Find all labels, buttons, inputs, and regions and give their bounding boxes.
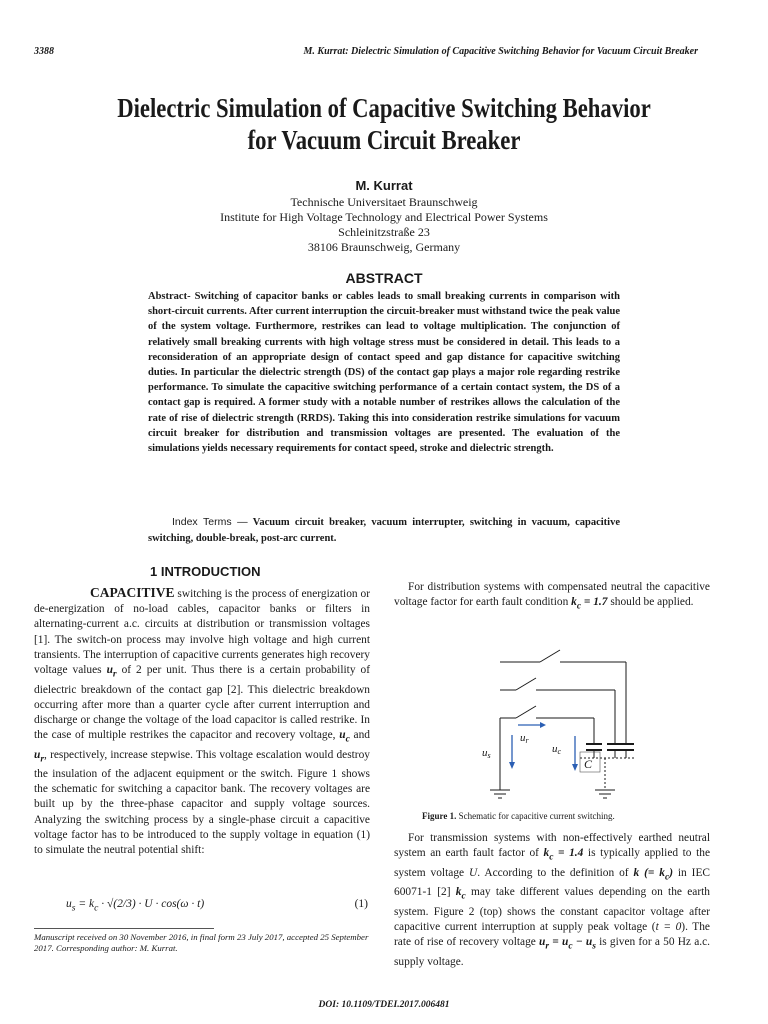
symbol-ur: $u_r$ <box>34 748 45 764</box>
running-title: M. Kurrat: Dielectric Simulation of Capacitive Switching Behavior for Vacuum Circuit Breaker <box>303 46 698 57</box>
abstract-text: Abstract- Switching of capacitor banks or cables leads to small breaking currents in comparison with short-circuit currents. After current interruption the circuit-breaker must withstand twice the peak value of the system voltage. Furthermore, restrikes can lead to voltage multiplication. The conjunction of relatively small breaking currents with high voltage stress must be considered in detail. This leads to a reconsideration of an appropriate design of contact speed and gap distance for capacitive switching duties. In particular the dielectric strength (DS) of the contact gap plays a major role regarding restrike performance. To simulate the capacitive switching performance of a certain contact system, the DS of a contact gap is required. A former study with a notable number of restrikes allows the calculation of the rate of rise of dielectric strength (RRDS). Taking this into consideration restrike simulations for vacuum circuit breaker for distribution and transmission voltages are presented. The evaluation of the simulations yields necessary requirements for contact speed, stroke and dielectric strength. <box>148 291 620 455</box>
index-terms <box>148 514 620 547</box>
affiliation-line: Institute for High Voltage Technology and Electrical Power Systems <box>220 210 548 224</box>
label-us: us <box>482 747 491 760</box>
symbol-uc: $u_c$ <box>339 729 350 745</box>
abstract-heading: ABSTRACT <box>345 270 423 286</box>
section-heading: 1 INTRODUCTION <box>150 564 261 579</box>
right-column-para-2: For transmission systems with non-effectively earthed neutral system an earth fault factor of $k_c = 1.4$ is typically applied to the system voltage U. According to the definition of k (= $k_c$) in IEC 60071-1 [2] $k_c$ may take different values depending on the earth system. Figure 2 (top) shows the constant capacitor voltage after capacitive current interruption at supply peak voltage (t = 0). The rate of rise of recovery voltage $u_r = u_c - u_s$ is given for a 50 Hz a.c. supply voltage. <box>394 832 710 968</box>
dropcap-word: CAPACITIVE <box>90 585 175 600</box>
affiliation-line: 38106 Braunschweig, Germany <box>307 240 461 254</box>
doi: DOI: 10.1109/TDEI.2017.006481 <box>318 1000 450 1010</box>
label-uc: uc <box>552 743 562 756</box>
figure-1-caption: Figure 1. Schematic for capacitive current switching. <box>422 811 615 821</box>
left-column-text <box>34 585 370 858</box>
right-column-para-1: For distribution systems with compensated neutral the capacitive voltage factor for earth fault condition $k_c = 1.7$ should be applied. <box>394 581 710 612</box>
symbol-ur: $u_r$ <box>106 664 117 680</box>
author: M. Kurrat <box>355 178 413 193</box>
title-line-2: for Vacuum Circuit Breaker <box>247 125 521 155</box>
label-ur: ur <box>520 732 529 745</box>
page-number: 3388 <box>34 46 54 57</box>
figure-1-schematic <box>460 640 660 812</box>
text-run: switching is the process of energization or de-energization of no-load cables, capacitor banks or filters in alternating-current a.c. circuits at distribution or transmission voltages [1]. The switch-on process may involve high voltage and high current transients. The interruption of capacitive currents generates high recovery voltage values <box>34 588 370 677</box>
equation-1 <box>66 898 368 913</box>
equation-body: $u_s = k_c \cdot √(2/3) \cdot U \cdot \cos(\omega \cdot t)$ <box>66 898 205 914</box>
text-run: , respectively, increase stepwise. This voltage escalation would destroy the insulation of the adjacent equipment or the switch. Figure 1 shows the schematic for switching a capacitor bank. The recovery voltages are built up by the three-phase capacitor and supply voltage sources. Analyzing the switching process by a single-phase circuit a capacitive voltage factor has to be introduced to the supply voltage in equation (1) to simulate the neutral potential shift: <box>34 748 370 857</box>
text-run: and <box>349 729 370 742</box>
title-line-1: Dielectric Simulation of Capacitive Switching Behavior <box>117 93 651 123</box>
index-terms-label: Index Terms — <box>172 516 248 528</box>
index-terms-text: Vacuum circuit breaker, vacuum interrupter, switching in vacuum, capacitive switching, double-break, post-arc current. <box>148 517 620 544</box>
label-capacitor: C <box>584 757 593 771</box>
footnote-rule <box>34 928 214 929</box>
text-run: of 2 per unit. Thus there is a certain probability of dielectric breakdown of the contact gap [2]. This dielectric breakdown occurring after more than a quarter cycle after current interruption and discharge or change the voltage of the load capacitor is called restrike. In the case of multiple restrikes the capacitor and recovery voltage, <box>34 664 370 742</box>
affiliation-line: Technische Universitaet Braunschweig <box>290 195 478 209</box>
affiliation-line: Schleinitzstraße 23 <box>338 225 430 239</box>
equation-number: (1) <box>354 898 368 910</box>
running-header <box>34 46 698 57</box>
affiliation <box>0 195 768 255</box>
paper-title <box>95 92 673 156</box>
footnote: Manuscript received on 30 November 2016, in final form 23 July 2017, accepted 25 September 2017. Corresponding author: M. Kurrat. <box>34 932 369 953</box>
